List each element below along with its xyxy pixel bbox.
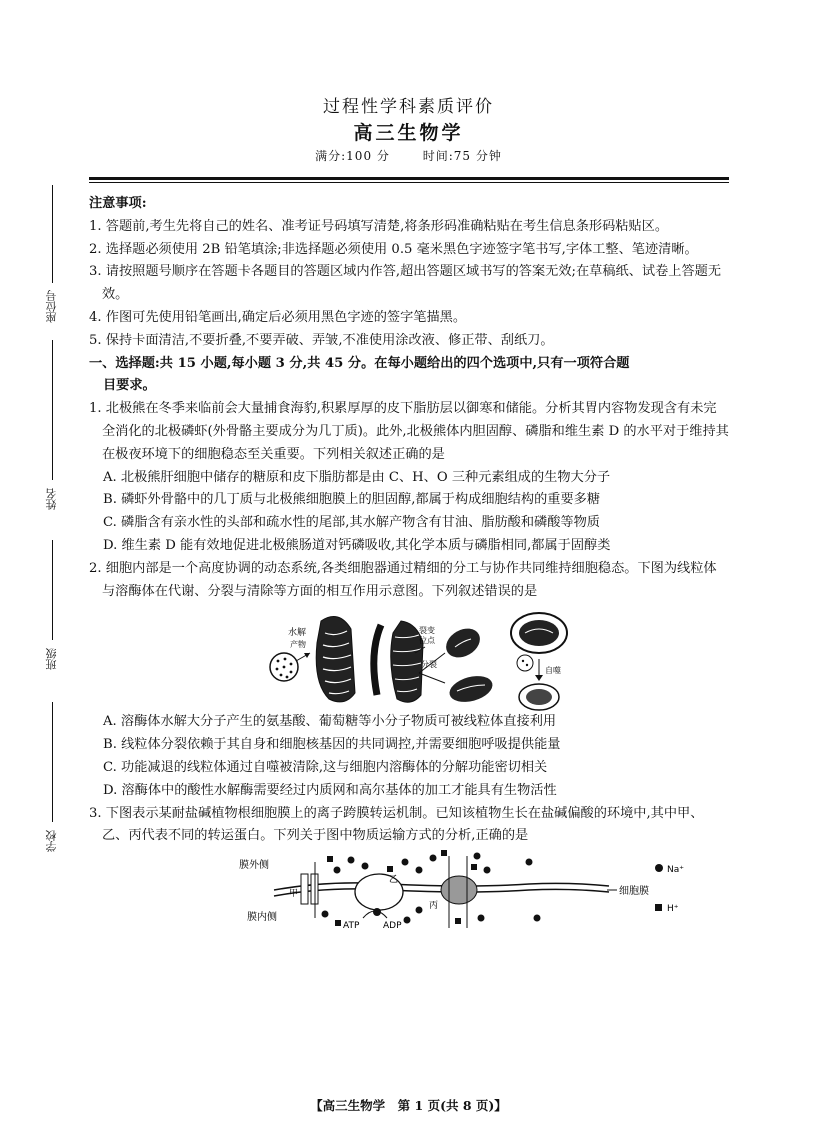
margin-line [52, 185, 53, 283]
outside-label: 膜外侧 [239, 860, 269, 872]
notice-item: 2. 选择题必须使用 2B 铅笔填涂;非选择题必须使用 0.5 毫米黑色字迹签字笔书写,字体工整、笔迹清晰。 [89, 241, 698, 257]
q2-option-b: B. 线粒体分裂依赖于其自身和细胞核基因的共同调控,并需要细胞呼吸提供能量 [103, 737, 561, 753]
q1-option-b: B. 磷虾外骨骼中的几丁质与北极熊细胞膜上的胆固醇,都属于构成细胞结构的重要多糖 [103, 492, 601, 508]
q1-stem: 1. 北极熊在冬季来临前会大量捕食海豹,积累厚厚的皮下脂肪层以御寒和储能。分析其胃内容物发现含有未完全消化的北极磷虾(外骨骼主要成分为几丁质)。此外,北极熊体内胆固醇、磷脂和维生素 D 的水平对于维持其在极夜环境下的细胞稳态至关重要。下列相关叙述正确的是 [89, 401, 729, 462]
product-label: 产物 [290, 640, 306, 650]
adp-label: ADP [383, 921, 402, 932]
mitochondria-lysosome-diagram [89, 603, 729, 711]
header-rule-thin [89, 182, 729, 183]
margin-line [52, 340, 53, 480]
subject-title: 高三生物学 [353, 122, 464, 144]
header-rule [89, 177, 729, 180]
protein-bing-label: 丙 [429, 901, 439, 912]
membrane-label: 细胞膜 [619, 886, 649, 898]
q3-stem: 3. 下图表示某耐盐碱植物根细胞膜上的离子跨膜转运机制。已知该植物生长在盐碱偏酸的环境中,其中甲、乙、丙代表不同的转运蛋白。下列关于图中物质运输方式的分析,正确的是 [89, 805, 704, 844]
seat-label: 座位号 [45, 290, 58, 323]
na-legend: Na⁺ [667, 865, 684, 876]
exam-title: 过程性学科素质评价 [323, 97, 494, 117]
q1-option-a: A. 北极熊肝细胞中储存的糖原和皮下脂肪都是由 C、H、O 三种元素组成的生物大分子 [103, 469, 611, 485]
q2-stem: 2. 细胞内部是一个高度协调的动态系统,各类细胞器通过精细的分工与协作共同维持细胞稳态。下图为线粒体与溶酶体在代谢、分裂与清除等方面的相互作用示意图。下列叙述错误的是 [89, 560, 717, 599]
exam-content [89, 193, 729, 934]
hydrolysis-label: 水解 [288, 628, 307, 639]
notice-item: 4. 作图可先使用铅笔画出,确定后必须用黑色字迹的签字笔描黑。 [89, 309, 467, 325]
q2-option-a: A. 溶酶体水解大分子产生的氨基酸、葡萄糖等小分子物质可被线粒体直接利用 [103, 714, 557, 730]
exam-time: 时间:75 分钟 [422, 149, 502, 163]
notice-item: 3. 请按照题号顺序在答题卡各题目的答题区域内作答,超出答题区域书写的答案无效;在草稿纸、试卷上答题无效。 [89, 264, 722, 303]
protein-jia-label: 甲 [289, 889, 299, 900]
exam-meta [0, 147, 817, 164]
ion-transport-diagram [89, 848, 729, 934]
section-heading-cont: 目要求。 [103, 378, 156, 394]
fission-site-label: 裂变 [419, 626, 435, 636]
q1-option-d: D. 维生素 D 能有效地促进北极熊肠道对钙磷吸收,其化学本质与磷脂相同,都属于固醇类 [103, 537, 611, 553]
name-label: 姓名 [45, 488, 58, 510]
notice-item: 1. 答题前,考生先将自己的姓名、准考证号码填写清楚,将条形码准确粘贴在考生信息条形码粘贴区。 [89, 218, 669, 234]
q1-option-c: C. 磷脂含有亲水性的头部和疏水性的尾部,其水解产物含有甘油、脂肪酸和磷酸等物质 [103, 515, 600, 531]
inside-label: 膜内侧 [247, 912, 277, 924]
fission-site-label-2: 位点 [419, 636, 435, 646]
autophagy-label: 自噬 [545, 666, 561, 676]
school-label: 学校 [45, 830, 58, 852]
section-heading: 一、选择题:共 15 小题,每小题 3 分,共 45 分。在每小题给出的四个选项中,只有一项符合题 [89, 355, 630, 371]
full-score: 满分:100 分 [315, 149, 390, 163]
q2-option-c: C. 功能减退的线粒体通过自噬被清除,这与细胞内溶酶体的分解功能密切相关 [103, 759, 548, 775]
margin-line [52, 540, 53, 640]
margin-line [52, 702, 53, 822]
notice-title: 注意事项: [89, 196, 147, 211]
protein-yi-label: 乙 [389, 875, 399, 886]
q3-figure [89, 848, 729, 934]
page-footer: 【高三生物学 第 1 页(共 8 页)】 [310, 1098, 507, 1113]
notice-item: 5. 保持卡面清洁,不要折叠,不要弄破、弄皱,不准使用涂改液、修正带、刮纸刀。 [89, 332, 554, 348]
division-label: 分裂 [421, 660, 437, 670]
class-label: 班级 [45, 648, 58, 670]
q2-option-d: D. 溶酶体中的酸性水解酶需要经过内质网和高尔基体的加工才能具有生物活性 [103, 782, 557, 798]
q2-figure [89, 603, 729, 711]
atp-label: ATP [343, 921, 360, 932]
h-legend: H⁺ [667, 904, 679, 915]
